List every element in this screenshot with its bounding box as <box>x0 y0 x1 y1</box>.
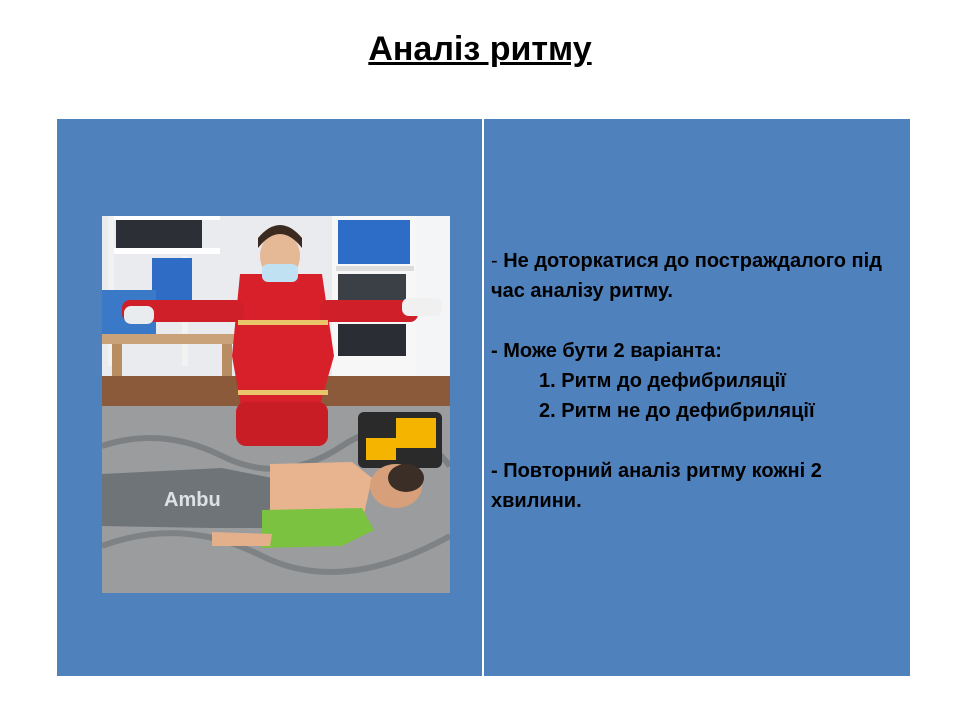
option-shockable: 1. Ритм до дефибриляції <box>539 370 786 392</box>
cpr-training-photo <box>102 216 450 593</box>
bullet-no-touch <box>491 246 891 306</box>
bullet-dash: - <box>491 250 498 272</box>
bullet-list <box>491 246 891 516</box>
svg-text:Ambu: Ambu <box>164 489 221 511</box>
photo-cell <box>57 119 484 676</box>
bullet-repeat-analysis: - Повторний аналіз ритму кожні 2 хвилини. <box>491 460 822 512</box>
text-cell <box>484 119 910 676</box>
content-table <box>57 119 910 676</box>
slide-title: Аналіз ритму <box>368 30 592 68</box>
bullet-text: Не доторкатися до постраждалого під час аналізу ритму. <box>491 250 882 302</box>
option-non-shockable: 2. Ритм не до дефибриляції <box>539 400 815 422</box>
bullet-variants: - Може бути 2 варіанта: <box>491 340 722 362</box>
